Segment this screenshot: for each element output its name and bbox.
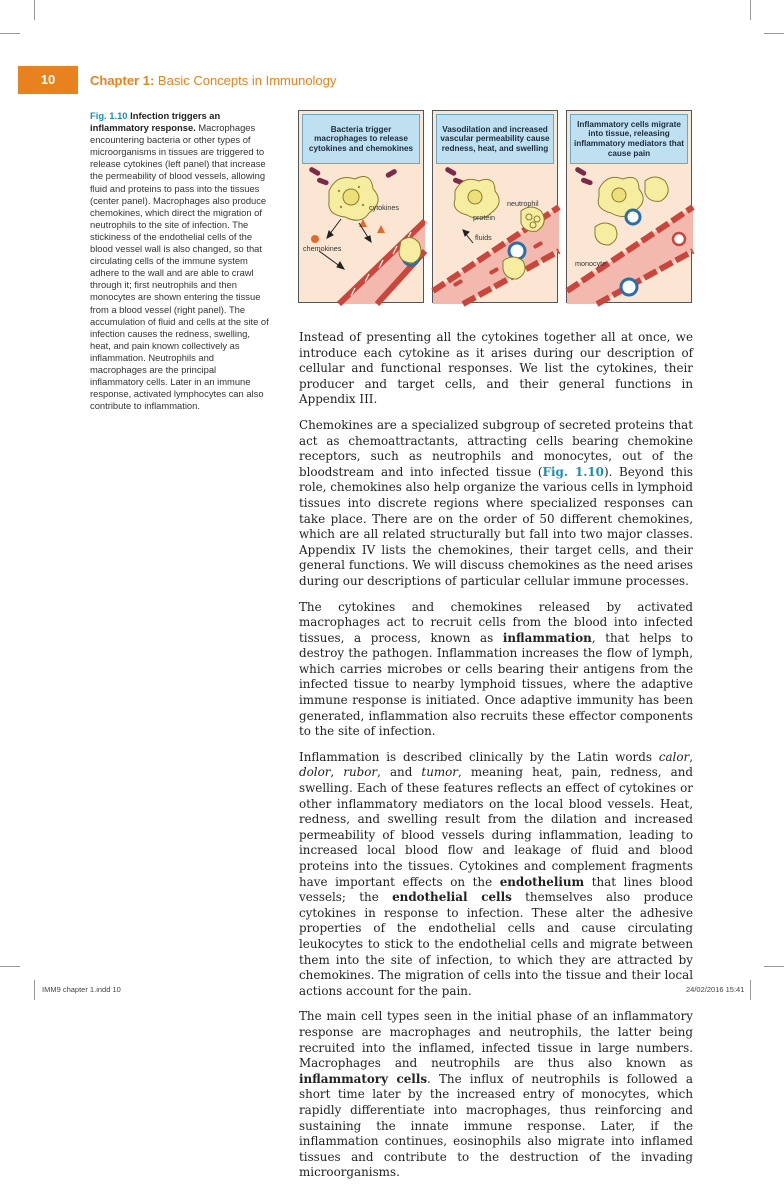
text-span: that lines blood vessels; the: [299, 874, 694, 905]
crop-mark: [750, 0, 751, 20]
paragraph-1: Instead of presenting all the cytokines together all at once, we introduce each cytokine as it arises during our description of cellular and functional responses. We list the cytokines, their producer and target cells, and their general functions in Appendix III.: [299, 330, 693, 407]
footer-timestamp: 24/02/2016 15:41: [686, 985, 745, 994]
panel-2-heading: Vasodilation and increased vascular permeability cause redness, heat, and swelling: [436, 114, 554, 164]
label-fluids: fluids: [475, 233, 492, 242]
label-cytokines: cytokines: [369, 203, 399, 212]
chapter-label: Chapter 1:: [90, 73, 155, 88]
text-span: Chemokines are a specialized subgroup of secreted proteins that act as chemoattractants, attracting cells bearing chemokine receptors, such as neutrophils and monocytes, out of the bloodstream and into infected tissue (: [299, 417, 693, 479]
figure-ref-link[interactable]: Fig. 1.10: [542, 464, 604, 479]
footer-file: IMM9 chapter 1.indd 10: [42, 985, 121, 994]
label-monocyte: monocyte: [575, 259, 607, 268]
neutrophil: [521, 207, 544, 231]
label-neutrophil: neutrophil: [507, 199, 539, 208]
figure-title: Infection triggers an inflammatory response.: [90, 110, 221, 134]
crop-mark: [764, 33, 784, 34]
paragraph-5: [299, 1009, 693, 1181]
macrophage-2: [399, 237, 421, 263]
paragraph-4: [299, 750, 693, 1000]
red-cell: [673, 233, 685, 245]
figure-panel-2: [432, 110, 558, 303]
text-span: Inflammation is described clinically by the Latin words: [299, 749, 659, 764]
figure-caption: [90, 110, 272, 412]
text-span: , and: [377, 765, 422, 780]
paragraph-3: [299, 600, 693, 740]
text-span: , that helps to destroy the pathogen. Inflammation increases the flow of lymph, which carries microbes or cells bearing their antigens from the infected tissue to nearby lymphoid tissues, where the adaptive immune response is initiated. Once adaptive immunity has been generated, inflammation also recruits these effector components to the site of infection.: [299, 630, 693, 739]
macrophage: [329, 177, 378, 221]
neutrophil: [645, 177, 668, 201]
crop-mark: [764, 966, 784, 967]
latin-term: rubor: [343, 765, 378, 780]
figure-id: Fig. 1.10: [90, 110, 128, 121]
label-chemokines: chemokines: [303, 244, 342, 253]
crop-mark: [0, 966, 20, 967]
bacteria: [574, 166, 593, 186]
chemokine-dot: [311, 235, 319, 243]
latin-term: calor: [658, 749, 690, 764]
arrows: [463, 230, 473, 243]
latin-term: tumor: [421, 765, 458, 780]
crop-mark: [0, 33, 20, 34]
text-span: themselves also produce cytokines in response to infection. These alter the adhesive properties of the endothelial cells and cause circulating leukocytes to stick to the endothelial cells and migrate between them into the site of infection, to which they are attracted by chemokines. The migration of cells into the tissue and their local actions account for the pain.: [299, 890, 693, 998]
text-span: ,: [330, 765, 344, 780]
label-protein: protein: [473, 213, 495, 222]
chapter-title: Basic Concepts in Immunology: [157, 73, 337, 88]
text-span: The main cell types seen in the initial phase of an inflammatory response are macrophages and neutrophils, the latter being recruited into the inflamed, infected tissue in large numbers. Macrophages and neutrophils are thus also known as: [299, 1009, 693, 1071]
lymphocyte: [626, 210, 640, 224]
crop-mark: [34, 0, 35, 20]
figure-illustration: [298, 110, 698, 303]
macrophage-2: [595, 223, 617, 245]
term-endothelium: endothelium: [499, 874, 585, 889]
latin-term: dolor: [299, 765, 331, 780]
term-endothelial-cells: endothelial cells: [392, 890, 512, 905]
crop-mark: [34, 980, 35, 1000]
figure-panel-3: [566, 110, 692, 303]
text-span: ). Beyond this role, chemokines also help organize the various cells in lymphoid tissues into discrete regions where specialized responses can take place. There are on the order of 50 different chemokines, which are all related structurally but fall into two major classes. Appendix IV lists the chemokines, their target cells, and their general functions. We will discuss chemokines as the need arises during our descriptions of particular cellular immune processes.: [299, 464, 693, 588]
text-span: The cytokines and chemokines released by activated macrophages act to recruit cells from the blood into infected tissues, a process, known as: [299, 599, 693, 645]
body-text: [299, 330, 693, 1191]
panel-1-heading: Bacteria trigger macrophages to release cytokines and chemokines: [302, 114, 420, 164]
paragraph-2: [299, 418, 693, 590]
text-span: . The influx of neutrophils is followed a short time later by the increased entry of monocytes, which rapidly differentiate into macrophages, thus reinforcing and sustaining the innate immune response. Later, if the inflammation continues, eosinophils also migrate into inflamed tissues and contribute to the destruction of the invading microorganisms.: [299, 1071, 694, 1180]
term-inflammation: inflammation: [502, 630, 592, 645]
panel-3-heading: Inflammatory cells migrate into tissue, releasing inflammatory mediators that cause pain: [570, 114, 688, 164]
macrophage-2: [503, 257, 525, 279]
running-header: [0, 66, 784, 96]
page-number-box: [18, 66, 78, 94]
figure-caption-body: Macrophages encountering bacteria or other types of microorganisms in tissues are triggered to release cytokines (left panel) that increase the permeability of blood vessels, allowing fluid and proteins to pass into the tissues (center panel). Macrophages also produce chemokines, which direct the migration of neutrophils to the site of infection. The stickiness of the endothelial cells of the blood vessel wall is also changed, so that circulating cells of the immune system adhere to the wall and are able to crawl through it; first neutrophils and then monocytes are shown entering the tissue from a blood vessel (right panel). The accumulation of fluid and cells at the site of infection causes the redness, swelling, heat, and pain known collectively as inflammation. Neutrophils and macrophages are the principal inflammatory cells. Later in an immune response, activated lymphocytes can also contribute to inflammation.: [90, 122, 269, 412]
figure-panel-1: [298, 110, 424, 303]
text-span: ,: [689, 749, 693, 764]
page-number: 10: [40, 72, 56, 87]
cytokine-triangles: [359, 219, 385, 233]
crop-mark: [750, 980, 751, 1000]
text-span: , meaning heat, pain, redness, and swelling. Each of these features reflects an effect of cytokines or other inflammatory mediators on the local blood vessels. Heat, redness, and swelling result from the dilation and increased permeability of blood vessels during inflammation, leading to increased local blood flow and leakage of fluid and blood proteins into the tissues. Cytokines and complement fragments have important effects on the: [299, 765, 694, 889]
term-inflammatory-cells: inflammatory cells: [299, 1071, 428, 1086]
chapter-heading: [90, 73, 336, 88]
